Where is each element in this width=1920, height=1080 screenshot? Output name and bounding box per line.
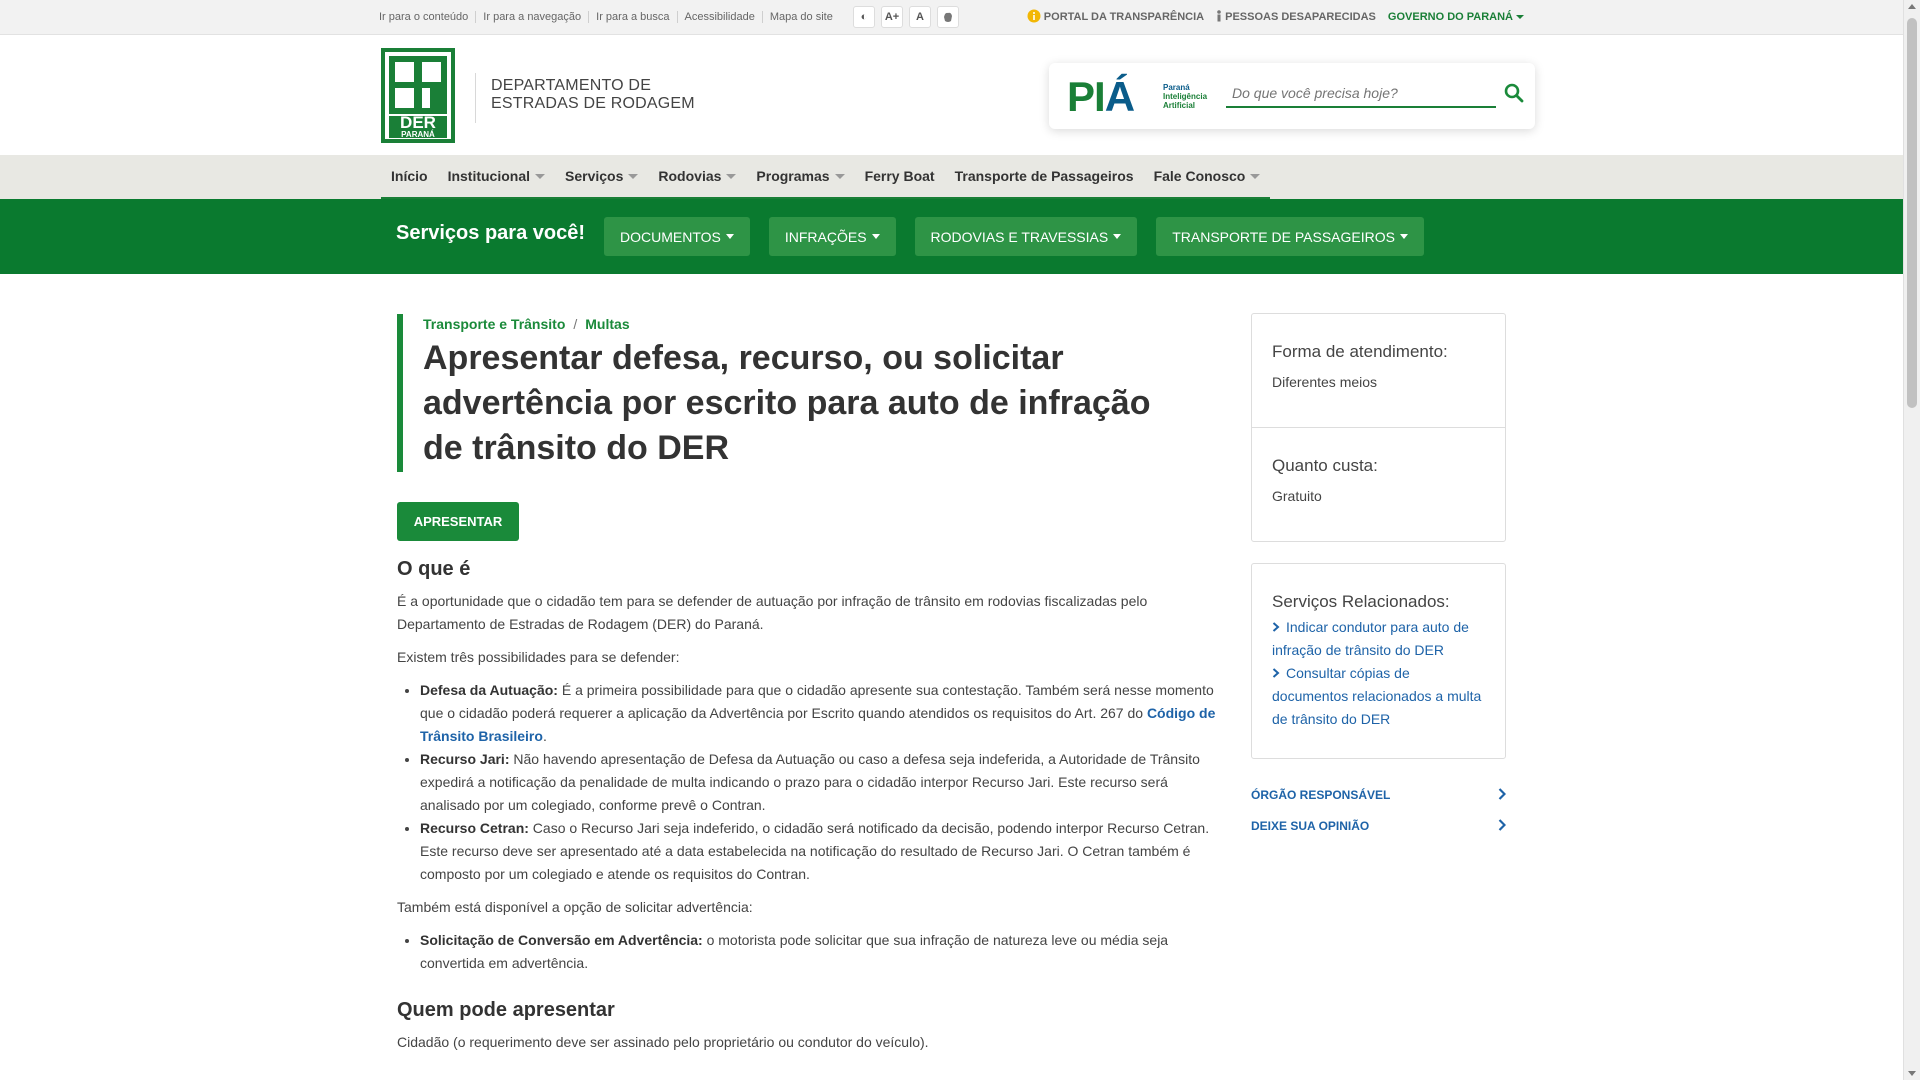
ctb-link[interactable]: Código de Trânsito Brasileiro [420,705,1216,744]
defense-options-list [397,679,1225,886]
nav-item-ferry-boat[interactable] [855,155,945,197]
search-card [1049,63,1535,129]
chevron-down-icon [1516,15,1524,19]
chevron-down-icon [1250,174,1260,179]
chevron-right-icon [1498,788,1506,803]
forma-atendimento-label: Forma de atendimento: [1272,342,1448,361]
related-service-label: Consultar cópias de documentos relacionados a multa de trânsito do DER [1272,665,1482,727]
nav-item-label: Programas [756,168,830,184]
logo-divider [475,73,476,123]
paragraph: Também está disponível a opção de solicitar advertência: [397,899,753,915]
related-services-title: Serviços Relacionados: [1272,592,1450,611]
related-service-link[interactable] [1272,616,1485,662]
transparency-portal-label: PORTAL DA TRANSPARÊNCIA [1043,11,1205,23]
search-input[interactable] [1226,80,1496,108]
caret-down-icon [872,234,880,239]
search-button[interactable] [1501,80,1527,106]
nav-item-label: Ferry Boat [864,168,935,184]
chevron-right-icon [1272,616,1280,639]
related-service-link[interactable] [1272,662,1485,731]
nav-item-label: Fale Conosco [1153,168,1246,184]
scroll-down-arrow-icon[interactable] [1908,1071,1916,1076]
nav-item-transporte-passageiros[interactable] [945,155,1144,197]
list-item-title: Defesa da Autuação: [420,682,558,698]
chevron-down-icon [835,174,845,179]
documentos-dropdown-button[interactable] [604,217,750,256]
accessibility-link[interactable]: Acessibilidade [677,11,762,23]
section-title-quem-pode-apresentar: Quem pode apresentar [397,999,615,1021]
nav-item-inicio[interactable] [381,155,438,197]
list-item-text: Não havendo apresentação de Defesa da Autuação ou caso a defesa seja indeferida, a Autoridade de Trânsito expedirá a notificação da penalidade de multa indicando o prazo para o cidadão interpor Recurso Jari. Este recurso será analisado por um colegiado, conforme prevê o Contran. [420,751,1200,813]
paragraph: É a oportunidade que o cidadão tem para se defender de autuação por infração de trânsito em rodovias fiscalizadas pelo Departamento de Estradas de Rodagem (DER) do Paraná. [397,593,1148,632]
nav-items [381,155,1270,199]
button-label: INFRAÇÕES [784,228,867,245]
nav-item-label: Rodovias [658,168,722,184]
contrast-button[interactable]: ◐ [853,6,875,28]
orgao-responsavel-link[interactable] [1251,785,1506,805]
list-item [420,817,1225,886]
der-logo[interactable] [381,48,455,143]
button-label: TRANSPORTE DE PASSAGEIROS [1172,228,1395,245]
department-name-line2: ESTRADAS DE RODAGEM [491,95,695,112]
list-item-title: Recurso Cetran: [420,820,529,836]
normal-font-button[interactable]: A [909,6,931,28]
chevron-down-icon [535,174,545,179]
search-icon [1504,83,1524,103]
forma-atendimento-section [1252,314,1505,428]
chevron-down-icon [726,174,736,179]
list-item [420,679,1225,748]
button-label: DOCUMENTOS [620,228,721,245]
chevron-down-icon [628,174,638,179]
breadcrumb-multas[interactable]: Multas [585,316,630,332]
apresentar-button[interactable]: APRESENTAR [397,502,519,541]
paragraph: Cidadão (o requerimento deve ser assinado pelo proprietário ou condutor do veículo). [397,1034,929,1050]
department-name [491,77,695,113]
main-navigation [0,155,1903,200]
section-title-o-que-e: O que é [397,558,471,580]
quanto-custa-label: Quanto custa: [1272,456,1378,475]
nav-item-label: Institucional [447,168,531,184]
chevron-right-icon [1272,662,1280,685]
info-icon [1027,9,1041,26]
forma-atendimento-value: Diferentes meios [1272,374,1378,390]
nav-item-label: Início [391,168,428,184]
increase-font-button[interactable]: A+ [881,6,903,28]
nav-item-label: Transporte de Passageiros [954,168,1134,184]
list-item-text: o motorista pode solicitar que sua infração de natureza leve ou média seja convertida em advertência. [420,932,1169,971]
services-buttons [604,217,1424,256]
sitemap-link[interactable]: Mapa do site [762,11,840,23]
logo-subtext: PARANÁ [401,130,435,139]
pia-logo-accent: Á [1104,73,1135,120]
government-menu[interactable] [1388,11,1524,23]
top-utility-bar [0,0,1903,35]
pia-subtitle [1163,83,1207,110]
related-service-label: Indicar condutor para auto de infração de trânsito do DER [1272,619,1469,658]
rodovias-travessias-dropdown-button[interactable] [915,217,1138,256]
breadcrumb-transporte-transito[interactable]: Transporte e Trânsito [423,316,566,332]
main-content [397,556,1225,1064]
nav-item-institucional[interactable] [438,155,555,197]
breadcrumb-separator: / [573,316,578,332]
orgao-responsavel-label: ÓRGÃO RESPONSÁVEL [1251,788,1391,802]
deixe-sua-opiniao-link[interactable] [1251,816,1506,836]
caret-down-icon [1400,234,1408,239]
site-header [0,35,1903,155]
services-bar [0,199,1903,274]
nav-item-label: Serviços [565,168,624,184]
deixe-sua-opiniao-label: DEIXE SUA OPINIÃO [1251,819,1370,833]
nav-item-servicos[interactable] [555,155,648,197]
missing-persons-link[interactable] [1216,10,1376,25]
title-block [397,314,1163,472]
list-item-text: É a primeira possibilidade para que o cidadão apresente sua contestação. Também será nesse momento que o cidadão poderá requerer a aplicação da Advertência por Escrito quando atendidos os requisitos do Art. 267 do [420,682,1214,721]
transparency-portal-link[interactable] [1027,9,1204,26]
person-icon [1216,10,1222,25]
caret-down-icon [1113,234,1121,239]
pia-subtitle-line2: Inteligência [1163,92,1208,101]
list-item-text: . [542,728,547,744]
list-item-title: Recurso Jari: [420,751,510,767]
scrollbar-thumb[interactable] [1907,18,1917,408]
government-links [1027,0,1524,34]
quanto-custa-value: Gratuito [1272,488,1322,504]
skip-links [379,0,840,34]
infracoes-dropdown-button[interactable] [769,217,896,256]
list-item [420,748,1225,817]
list-item-text: Caso o Recurso Jari seja indeferido, o cidadão será notificado da decisão, podendo interpor Recurso Cetran. Este recurso deve ser apresentado até a data estabelecida na notificação do resultado de Recurso Jari. O Cetran também é composto por um colegiado e atende os requisitos do Contran. [420,820,1210,882]
list-item [420,929,1225,975]
pia-logo [1067,75,1134,119]
related-services-card [1251,563,1506,759]
department-name-line1: DEPARTAMENTO DE [491,77,652,94]
nav-item-fale-conosco[interactable] [1144,155,1271,197]
missing-persons-label: PESSOAS DESAPARECIDAS [1225,11,1376,23]
paragraph: Existem três possibilidades para se defender: [397,649,680,665]
accessibility-controls [853,6,959,28]
caret-down-icon [726,234,734,239]
scroll-up-arrow-icon[interactable] [1908,4,1916,9]
transporte-passageiros-dropdown-button[interactable] [1156,217,1424,256]
services-title: Serviços para você! [396,222,585,244]
pia-logo-text: PI [1067,73,1105,120]
breadcrumb [423,316,630,332]
button-label: RODOVIAS E TRAVESSIAS [930,228,1109,245]
page-title: Apresentar defesa, recurso, ou solicitar advertência por escrito para auto de infração de trânsito do DER [423,339,1151,467]
skip-to-content-link[interactable]: Ir para o conteúdo [379,11,469,23]
warning-options-list [397,929,1225,975]
chevron-right-icon [1498,819,1506,834]
page-scrollbar[interactable] [1903,0,1920,1080]
service-info-card [1251,313,1506,542]
skip-to-search-link[interactable]: Ir para a busca [588,11,676,23]
nav-item-rodovias[interactable] [648,155,746,197]
skip-to-navigation-link[interactable]: Ir para a navegação [475,11,588,23]
quanto-custa-section [1252,428,1505,541]
pia-subtitle-line3: Artificial [1163,101,1196,110]
logo-text: DER [400,113,436,132]
pia-subtitle-line1: Paraná [1163,83,1190,92]
list-item-title: Solicitação de Conversão em Advertência: [420,932,703,948]
government-label: GOVERNO DO PARANÁ [1387,11,1513,23]
sign-language-icon[interactable] [937,6,959,28]
nav-item-programas[interactable] [746,155,854,197]
